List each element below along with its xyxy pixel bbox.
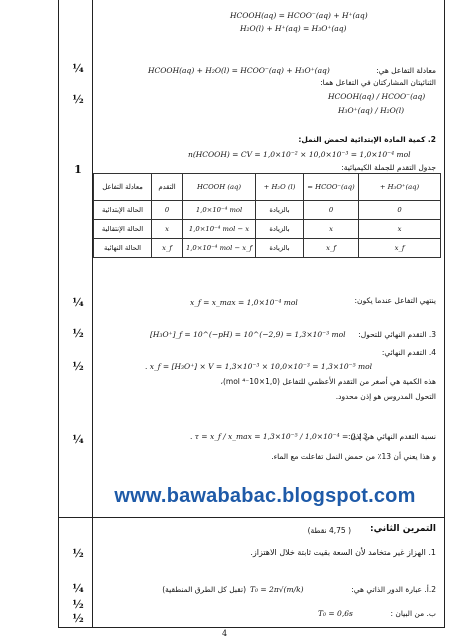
q4-comment-1: هذه الكمية هي أصغر من التقدم الأعظمي للتفاعل (1,0×10⁻⁴ mol)، [220,377,436,386]
mark-xf: ½ [72,360,84,373]
table-header-row [94,174,441,201]
row-acid: 1,0×10⁻⁴ mol − x [183,220,256,239]
row-state: الحالة الإنتقالية [94,220,152,239]
dissociation-equation: HCOOH(aq) = HCOO⁻(aq) + H⁺(aq) [230,11,368,20]
row-acid: 1,0×10⁻⁴ mol − x_f [183,239,256,258]
q3-formula: [H₃O⁺]_f = 10^(−pH) = 10^(−2,9) = 1,3×10⁻³ mol [150,330,346,339]
q2-formula: n(HCOOH) = CV = 1,0×10⁻² × 10,0×10⁻³ = 1,0×10⁻⁴ mol [188,150,411,159]
header-species-hydronium: + H₃O⁺(aq) [359,174,441,201]
exercise2-q2a-text: 2.أ. عبارة الدور الذاتي هي: [351,585,436,594]
row-state: الحالة النهائية [94,239,152,258]
table-row [94,239,441,258]
exercise2-q2a-formula: T₀ = 2π√(m/k) [250,585,304,594]
row-state: الحالة الإبتدائية [94,201,152,220]
couple-hydronium: H₃O⁺(aq) / H₂O(l) [338,106,405,115]
mark-table: 1 [74,163,82,176]
mark-ex2-q1: ½ [72,547,84,560]
row-water: بالزيادة [256,201,304,220]
end-formula: x_f = x_max = 1,0×10⁻⁴ mol [190,298,298,307]
exercise2-points: ( 4,75 نقطة) [307,526,351,535]
q2-table-intro: جدول التقدم للجملة الكيميائية: [341,163,436,172]
end-text: ينتهي التفاعل عندما يكون: [354,296,436,305]
couple-acid: HCOOH(aq) / HCOO⁻(aq) [328,92,426,101]
row-hydronium: 0 [359,201,441,220]
reaction-equation: HCOOH(aq) + H₂O(l) = HCOO⁻(aq) + H₃O⁺(aq) [148,66,330,75]
website-url[interactable]: www.bawababac.blogspot.com [114,485,416,507]
mark-ex2-q2a: ¼ [72,582,84,595]
exercise2-q2b-text: ب. من البيان : [390,609,436,618]
row-base: x_f [304,239,359,258]
table-row [94,201,441,220]
row-advance: 0 [152,201,183,220]
table-row [94,220,441,239]
exercise2-q2a-note: (تقبل كل الطرق المنطقية) [162,585,246,594]
row-base: 0 [304,201,359,220]
row-advance: x_f [152,239,183,258]
header-equation-label: معادلة التفاعل [94,174,152,201]
water-equation: H₂O(l) + H⁺(aq) = H₃O⁺(aq) [240,24,347,33]
header-species-water: + H₂O (l) [256,174,304,201]
exercise2-title: التمرين الثاني: [370,524,436,534]
advancement-table [93,173,441,258]
row-water: بالزيادة [256,220,304,239]
exercise2-q1: 1. الهزاز غير متخامد لأن السعة بقيت ثابتة خلال الاهتزاز. [250,548,436,557]
couples-intro: الثنائيتان المشاركتان في التفاعل هما: [320,78,436,87]
mark-couples: ½ [72,93,84,106]
right-border [444,0,445,628]
mark-xmax: ¼ [72,296,84,309]
exercise2-q2b-formula: T₀ = 0,6s [318,609,353,618]
row-hydronium: x_f [359,239,441,258]
header-species-acid: HCOOH (aq) [183,174,256,201]
row-acid: 1,0×10⁻⁴ mol [183,201,256,220]
mark-reaction: ¼ [72,62,84,75]
mark-h3o: ½ [72,327,84,340]
mark-ex2-q2a-b: ½ [72,598,84,611]
mark-ex2-q2b: ½ [72,612,84,625]
ratio-formula: . τ = x_f / x_max = 1,3×10⁻⁵ / 1,0×10⁻⁴ = 0,13 [190,432,368,441]
q2-title: 2. كمية المادة الإبتدائية لحمض النمل: [298,135,436,144]
left-border [58,0,59,628]
q4-title: 4. التقدم النهائي: [381,348,436,357]
header-advance-label: التقدم [152,174,183,201]
page-number: 4 [222,629,228,638]
row-hydronium: x [359,220,441,239]
section-divider [58,517,445,518]
row-water: بالزيادة [256,239,304,258]
q3-text: 3. التقدم النهائي للتحول: [358,330,436,339]
mark-ratio: ¼ [72,433,84,446]
reaction-label: معادلة التفاعل هي: [376,66,436,75]
q4-formula: . x_f = [H₃O⁺] × V = 1,3×10⁻³ × 10,0×10⁻³ = 1,3×10⁻⁵ mol [145,362,373,371]
marks-column-divider [92,0,93,628]
ratio-comment: و هذا يعني أن 13٪ من حمض النمل تفاعلت مع الماء. [271,452,436,461]
bottom-border [58,627,445,628]
header-species-base: = HCOO⁻(aq) [304,174,359,201]
row-base: x [304,220,359,239]
q4-comment-2: التحول المدروس هو إذن محدود. [335,392,436,401]
ratio-text: نسبة التقدم النهائي هي إذن: [348,432,436,441]
row-advance: x [152,220,183,239]
